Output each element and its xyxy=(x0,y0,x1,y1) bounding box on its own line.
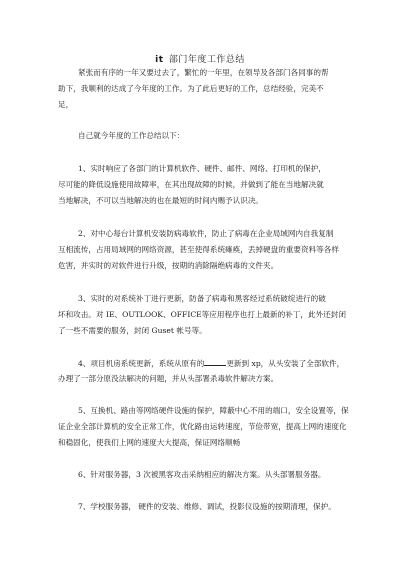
intro-line-3: 足， xyxy=(58,100,74,109)
item-1-line-2: 尽可能的降低设施使用故障率，在其出现故障的时候，并做到了能在当地解决就 xyxy=(58,180,324,189)
item-2-line-1: 2、对中心每台计算机安装防病毒软件，防止了病毒在企业局域网内自我复制 xyxy=(78,229,334,238)
intro-line-1: 紧张而有序的一年又要过去了，繁忙的一年里，在领导及各部门各同事的帮 xyxy=(78,68,329,77)
item-5-line-3: 和稳固化，使我们上网的速度大大提高，保证网络顺畅 xyxy=(58,438,241,447)
document-title xyxy=(0,52,400,65)
title-prefix: it xyxy=(155,55,164,65)
item-5-line-1: 5、互换机、路由等网络硬件设施的保护，障蔽中心不用的端口，安全设置等，保 xyxy=(78,406,349,415)
item-5-line-2: 证企业全部计算机的安全正常工作，优化路由运转速度，节俭带宽，提高上网的速度化 xyxy=(58,422,347,431)
item-2-line-3: 危害，并实时的对软件进行升级，按期的消除隔绝病毒的文件夹。 xyxy=(58,261,279,270)
item-1-line-1: 1、实时响应了各部门的计算机软件、硬件、邮件、网络、打印机的保护， xyxy=(78,164,326,173)
item-7-line-1: 7、学校服务器， 硬件的安装、维修、调试，投影仪设施的按期清理，保护。 xyxy=(78,502,336,511)
item-4-text-b: 更新到 xp，从头安装了全部软件， xyxy=(226,359,345,368)
item-4-blank xyxy=(204,358,226,366)
item-2-line-2: 互相流传，占用局域网的网络资源，甚至使得系统瘫痪，丢掉硬盘的重要资料等各样 xyxy=(58,245,339,254)
item-1-line-3: 当地解决，不可以当地解决的也在最短的时间内赐予认识决。 xyxy=(58,196,264,205)
item-3-line-1: 3、实时的对系统补丁进行更新，防备了病毒和黑客经过系统破绽进行的破 xyxy=(78,294,326,303)
intro-line-2: 助下，我顺利的达成了今年度的工作。为了此后更好的工作，总结经验，完美不 xyxy=(58,84,324,93)
item-3-line-3: 了一些不需要的服务，封闭 Guset 帐号等。 xyxy=(58,326,207,335)
title-text: 部门年度工作总结 xyxy=(168,55,245,65)
item-6-line-1: 6、针对服务器，3 次被黑客攻击采纳相应的解决方案。从头部署服务器。 xyxy=(78,470,326,479)
summary-heading: 自己就今年度的工作总结以下： xyxy=(78,131,185,140)
item-4-line-1 xyxy=(78,358,344,369)
item-4-line-2: 办理了一部分原没法解决的问题，并从头部署杀毒软件解决方案。 xyxy=(58,374,279,383)
item-3-line-2: 坏和攻击。对 IE、OUTLOOK、OFFICE等应用程序也打上最新的补丁，此外还封闭 xyxy=(58,310,346,319)
item-4-text-a: 4、项目机房系统更新，系统从原有的 xyxy=(78,359,205,368)
